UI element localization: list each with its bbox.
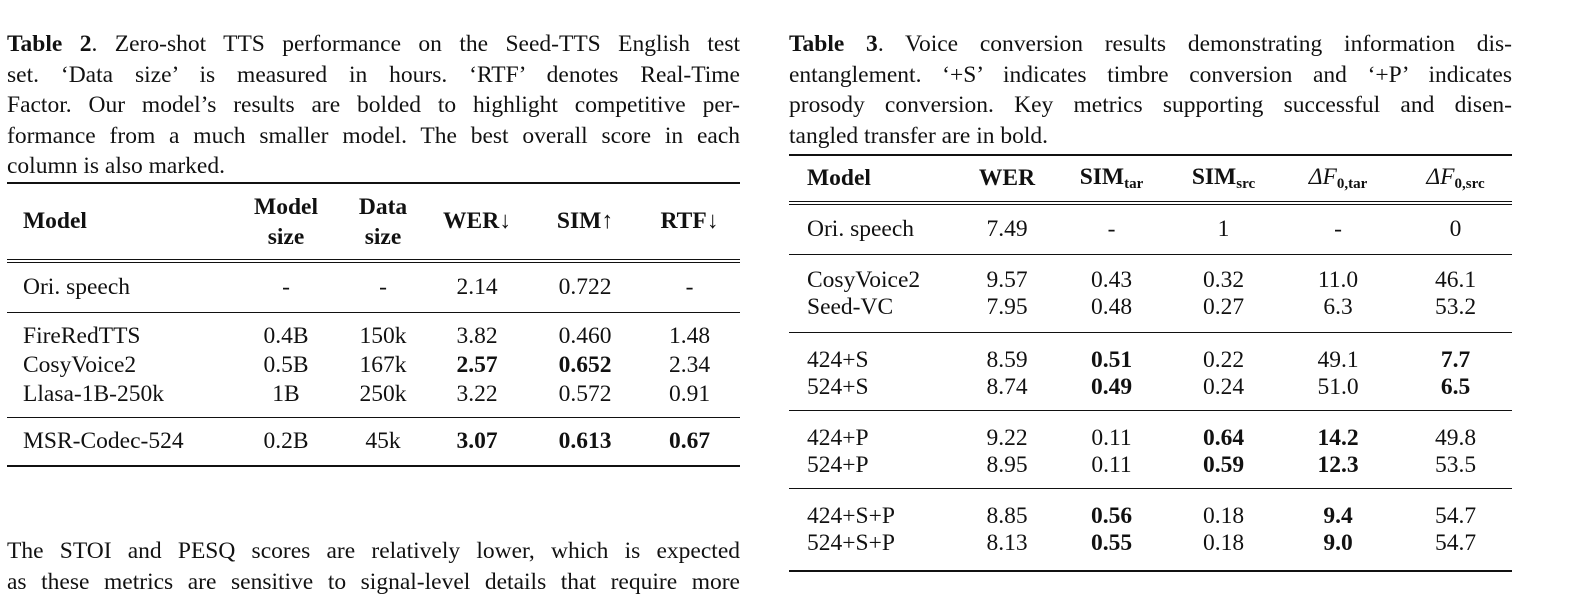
cell-df0-src: 53.2 bbox=[1434, 294, 1477, 320]
table-header-row bbox=[789, 155, 1512, 203]
cell-data-size: 45k bbox=[365, 427, 401, 454]
cell-model-size: 0.4B bbox=[263, 323, 309, 349]
cell-model: 524+S bbox=[807, 374, 869, 400]
cell-rtf: 2.34 bbox=[668, 352, 711, 378]
cell-df0-src: 0 bbox=[1449, 215, 1462, 242]
caption-line: entanglement. ‘+S’ indicates timbre conversion and ‘+P’ indicates bbox=[789, 61, 1512, 88]
cell-df0-tar: 14.2 bbox=[1317, 425, 1359, 451]
table-row bbox=[789, 488, 1512, 530]
caption-line: tangled transfer are in bold. bbox=[789, 122, 1049, 149]
cell-df0-src: 7.7 bbox=[1440, 347, 1471, 373]
cell-sim-src: 0.18 bbox=[1202, 530, 1245, 556]
col-header-sim: SIM↑ bbox=[556, 208, 614, 234]
cell-model: Ori. speech bbox=[807, 215, 915, 242]
table-row bbox=[789, 203, 1512, 254]
cell-wer: 8.74 bbox=[986, 374, 1028, 400]
table-row bbox=[789, 410, 1512, 452]
cell-model-size: 1B bbox=[272, 381, 300, 407]
cell-df0-tar: 49.1 bbox=[1317, 347, 1359, 373]
col-header-model: Model bbox=[807, 165, 871, 191]
cell-sim-tar: 0.43 bbox=[1090, 267, 1133, 293]
cell-sim-tar: 0.55 bbox=[1090, 530, 1133, 556]
cell-df0-tar: 6.3 bbox=[1323, 294, 1353, 320]
cell-sim: 0.722 bbox=[558, 273, 612, 300]
cell-sim-src: 0.59 bbox=[1202, 452, 1245, 478]
caption-line: column is also marked. bbox=[7, 153, 225, 180]
cell-sim-src: 0.27 bbox=[1202, 294, 1245, 320]
cell-df0-tar: 11.0 bbox=[1317, 267, 1359, 293]
cell-model: FireRedTTS bbox=[23, 323, 141, 349]
table-row bbox=[789, 374, 1512, 410]
cell-model: CosyVoice2 bbox=[23, 352, 137, 378]
cell-model: Ori. speech bbox=[23, 273, 131, 300]
table3 bbox=[789, 154, 1512, 572]
cell-sim-src: 0.64 bbox=[1202, 425, 1245, 451]
cell-sim-tar: 0.56 bbox=[1090, 503, 1133, 529]
col-header-sim-src: $SIM_{src}$ bbox=[1191, 164, 1256, 192]
cell-model: 524+S+P bbox=[807, 530, 895, 556]
table3-label: Table 3 bbox=[789, 31, 878, 57]
cell-wer: 9.22 bbox=[986, 425, 1028, 451]
col-header-wer: WER bbox=[978, 165, 1036, 191]
body-line: The STOI and PESQ scores are relatively lower, which is expected bbox=[7, 538, 740, 564]
cell-model: Seed-VC bbox=[807, 294, 894, 320]
table-row bbox=[789, 452, 1512, 488]
body-line: as these metrics are sensitive to signal-level details that require more bbox=[7, 568, 740, 595]
cell-rtf: 1.48 bbox=[668, 323, 711, 349]
table-row bbox=[789, 294, 1512, 332]
caption-line: formance from a much smaller model. The best overall score in each bbox=[7, 122, 740, 149]
cell-df0-tar: 9.0 bbox=[1323, 530, 1353, 556]
table3-caption bbox=[789, 29, 1512, 151]
cell-wer: 2.14 bbox=[456, 273, 498, 300]
cell-sim-tar: 0.49 bbox=[1090, 374, 1133, 400]
table2-label: Table 2 bbox=[7, 31, 92, 57]
table-row bbox=[789, 254, 1512, 294]
cell-sim: 0.652 bbox=[558, 352, 612, 378]
cell-wer: 9.57 bbox=[986, 267, 1028, 293]
cell-df0-src: 49.8 bbox=[1434, 425, 1477, 451]
cell-df0-tar: 12.3 bbox=[1317, 452, 1359, 478]
cell-wer: 3.82 bbox=[456, 323, 498, 349]
cell-sim: 0.572 bbox=[558, 381, 612, 407]
table2 bbox=[7, 182, 740, 467]
col-header-rtf: RTF↓ bbox=[660, 208, 719, 234]
cell-df0-tar: - bbox=[1334, 215, 1342, 242]
cell-sim: 0.613 bbox=[558, 427, 612, 454]
col-header-model-size: Model size bbox=[254, 193, 318, 250]
cell-df0-src: 54.7 bbox=[1434, 503, 1477, 529]
cell-sim-src: 0.22 bbox=[1202, 347, 1245, 373]
cell-wer: 8.85 bbox=[986, 503, 1028, 529]
col-header-sim-tar: $SIM_{tar}$ bbox=[1079, 164, 1144, 192]
cell-data-size: 250k bbox=[359, 381, 407, 407]
cell-model: 424+S+P bbox=[807, 503, 895, 529]
table2-caption bbox=[7, 29, 740, 182]
cell-wer: 8.13 bbox=[986, 530, 1028, 556]
cell-sim-src: 0.24 bbox=[1202, 374, 1245, 400]
cell-model: 424+P bbox=[807, 425, 869, 451]
cell-wer: 8.59 bbox=[986, 347, 1028, 373]
caption-line: set. ‘Data size’ is measured in hours. ‘RTF’ denotes Real-Time bbox=[7, 61, 740, 88]
cell-sim-tar: 0.11 bbox=[1091, 452, 1132, 478]
cell-model: 424+S bbox=[807, 347, 869, 373]
cell-sim-tar: 0.48 bbox=[1090, 294, 1133, 320]
cell-rtf: 0.67 bbox=[668, 427, 711, 454]
cell-wer: 3.22 bbox=[456, 381, 498, 407]
col-header-df0-src: $\Delta F_{0,src}$ bbox=[1426, 164, 1485, 192]
cell-wer: 7.49 bbox=[986, 215, 1028, 242]
body-paragraph bbox=[7, 536, 740, 597]
table-row bbox=[789, 530, 1512, 571]
cell-model: CosyVoice2 bbox=[807, 267, 921, 293]
table-row bbox=[7, 261, 740, 312]
cell-df0-tar: 9.4 bbox=[1323, 503, 1353, 529]
cell-sim-src: 0.18 bbox=[1202, 503, 1245, 529]
cell-data-size: - bbox=[379, 273, 387, 300]
cell-sim-tar: 0.11 bbox=[1091, 425, 1132, 451]
cell-model-size: 0.2B bbox=[263, 427, 309, 454]
caption-line: Table 3. Voice conversion results demonstrating information dis- bbox=[789, 31, 1512, 57]
cell-model: MSR-Codec-524 bbox=[23, 427, 184, 454]
cell-sim-tar: 0.51 bbox=[1090, 347, 1133, 373]
table-header-row bbox=[7, 183, 740, 261]
caption-line: Factor. Our model’s results are bolded to highlight competitive per- bbox=[7, 92, 740, 119]
col-header-wer: WER↓ bbox=[443, 208, 511, 234]
cell-wer: 8.95 bbox=[986, 452, 1028, 478]
caption-line: Table 2. Zero-shot TTS performance on the Seed-TTS English test bbox=[7, 31, 741, 57]
cell-df0-src: 54.7 bbox=[1434, 530, 1477, 556]
col-header-data-size: Data size bbox=[358, 193, 408, 250]
cell-sim-src: 1 bbox=[1217, 215, 1230, 242]
cell-sim: 0.460 bbox=[558, 323, 612, 349]
cell-wer: 2.57 bbox=[456, 352, 498, 378]
cell-model: 524+P bbox=[807, 452, 869, 478]
cell-df0-tar: 51.0 bbox=[1317, 374, 1359, 400]
cell-df0-src: 46.1 bbox=[1434, 267, 1477, 293]
table-row bbox=[7, 312, 740, 350]
cell-sim-tar: - bbox=[1107, 215, 1116, 242]
table-row bbox=[7, 350, 740, 381]
col-header-model: Model bbox=[23, 208, 87, 234]
cell-model-size: 0.5B bbox=[263, 352, 309, 378]
caption-line: prosody conversion. Key metrics supporting successful and disen- bbox=[789, 92, 1512, 119]
cell-wer: 3.07 bbox=[456, 427, 498, 454]
cell-rtf: - bbox=[685, 273, 694, 300]
cell-sim-src: 0.32 bbox=[1202, 267, 1245, 293]
cell-wer: 7.95 bbox=[986, 294, 1028, 320]
cell-data-size: 150k bbox=[359, 323, 407, 349]
table-row bbox=[7, 381, 740, 417]
cell-rtf: 0.91 bbox=[668, 381, 711, 407]
table-row bbox=[7, 417, 740, 466]
cell-data-size: 167k bbox=[359, 352, 407, 378]
table-row bbox=[789, 332, 1512, 374]
cell-model: Llasa-1B-250k bbox=[23, 381, 164, 407]
cell-model-size: - bbox=[282, 273, 290, 300]
col-header-df0-tar: $\Delta F_{0,tar}$ bbox=[1308, 164, 1368, 192]
cell-df0-src: 6.5 bbox=[1440, 374, 1471, 400]
cell-df0-src: 53.5 bbox=[1434, 452, 1477, 478]
